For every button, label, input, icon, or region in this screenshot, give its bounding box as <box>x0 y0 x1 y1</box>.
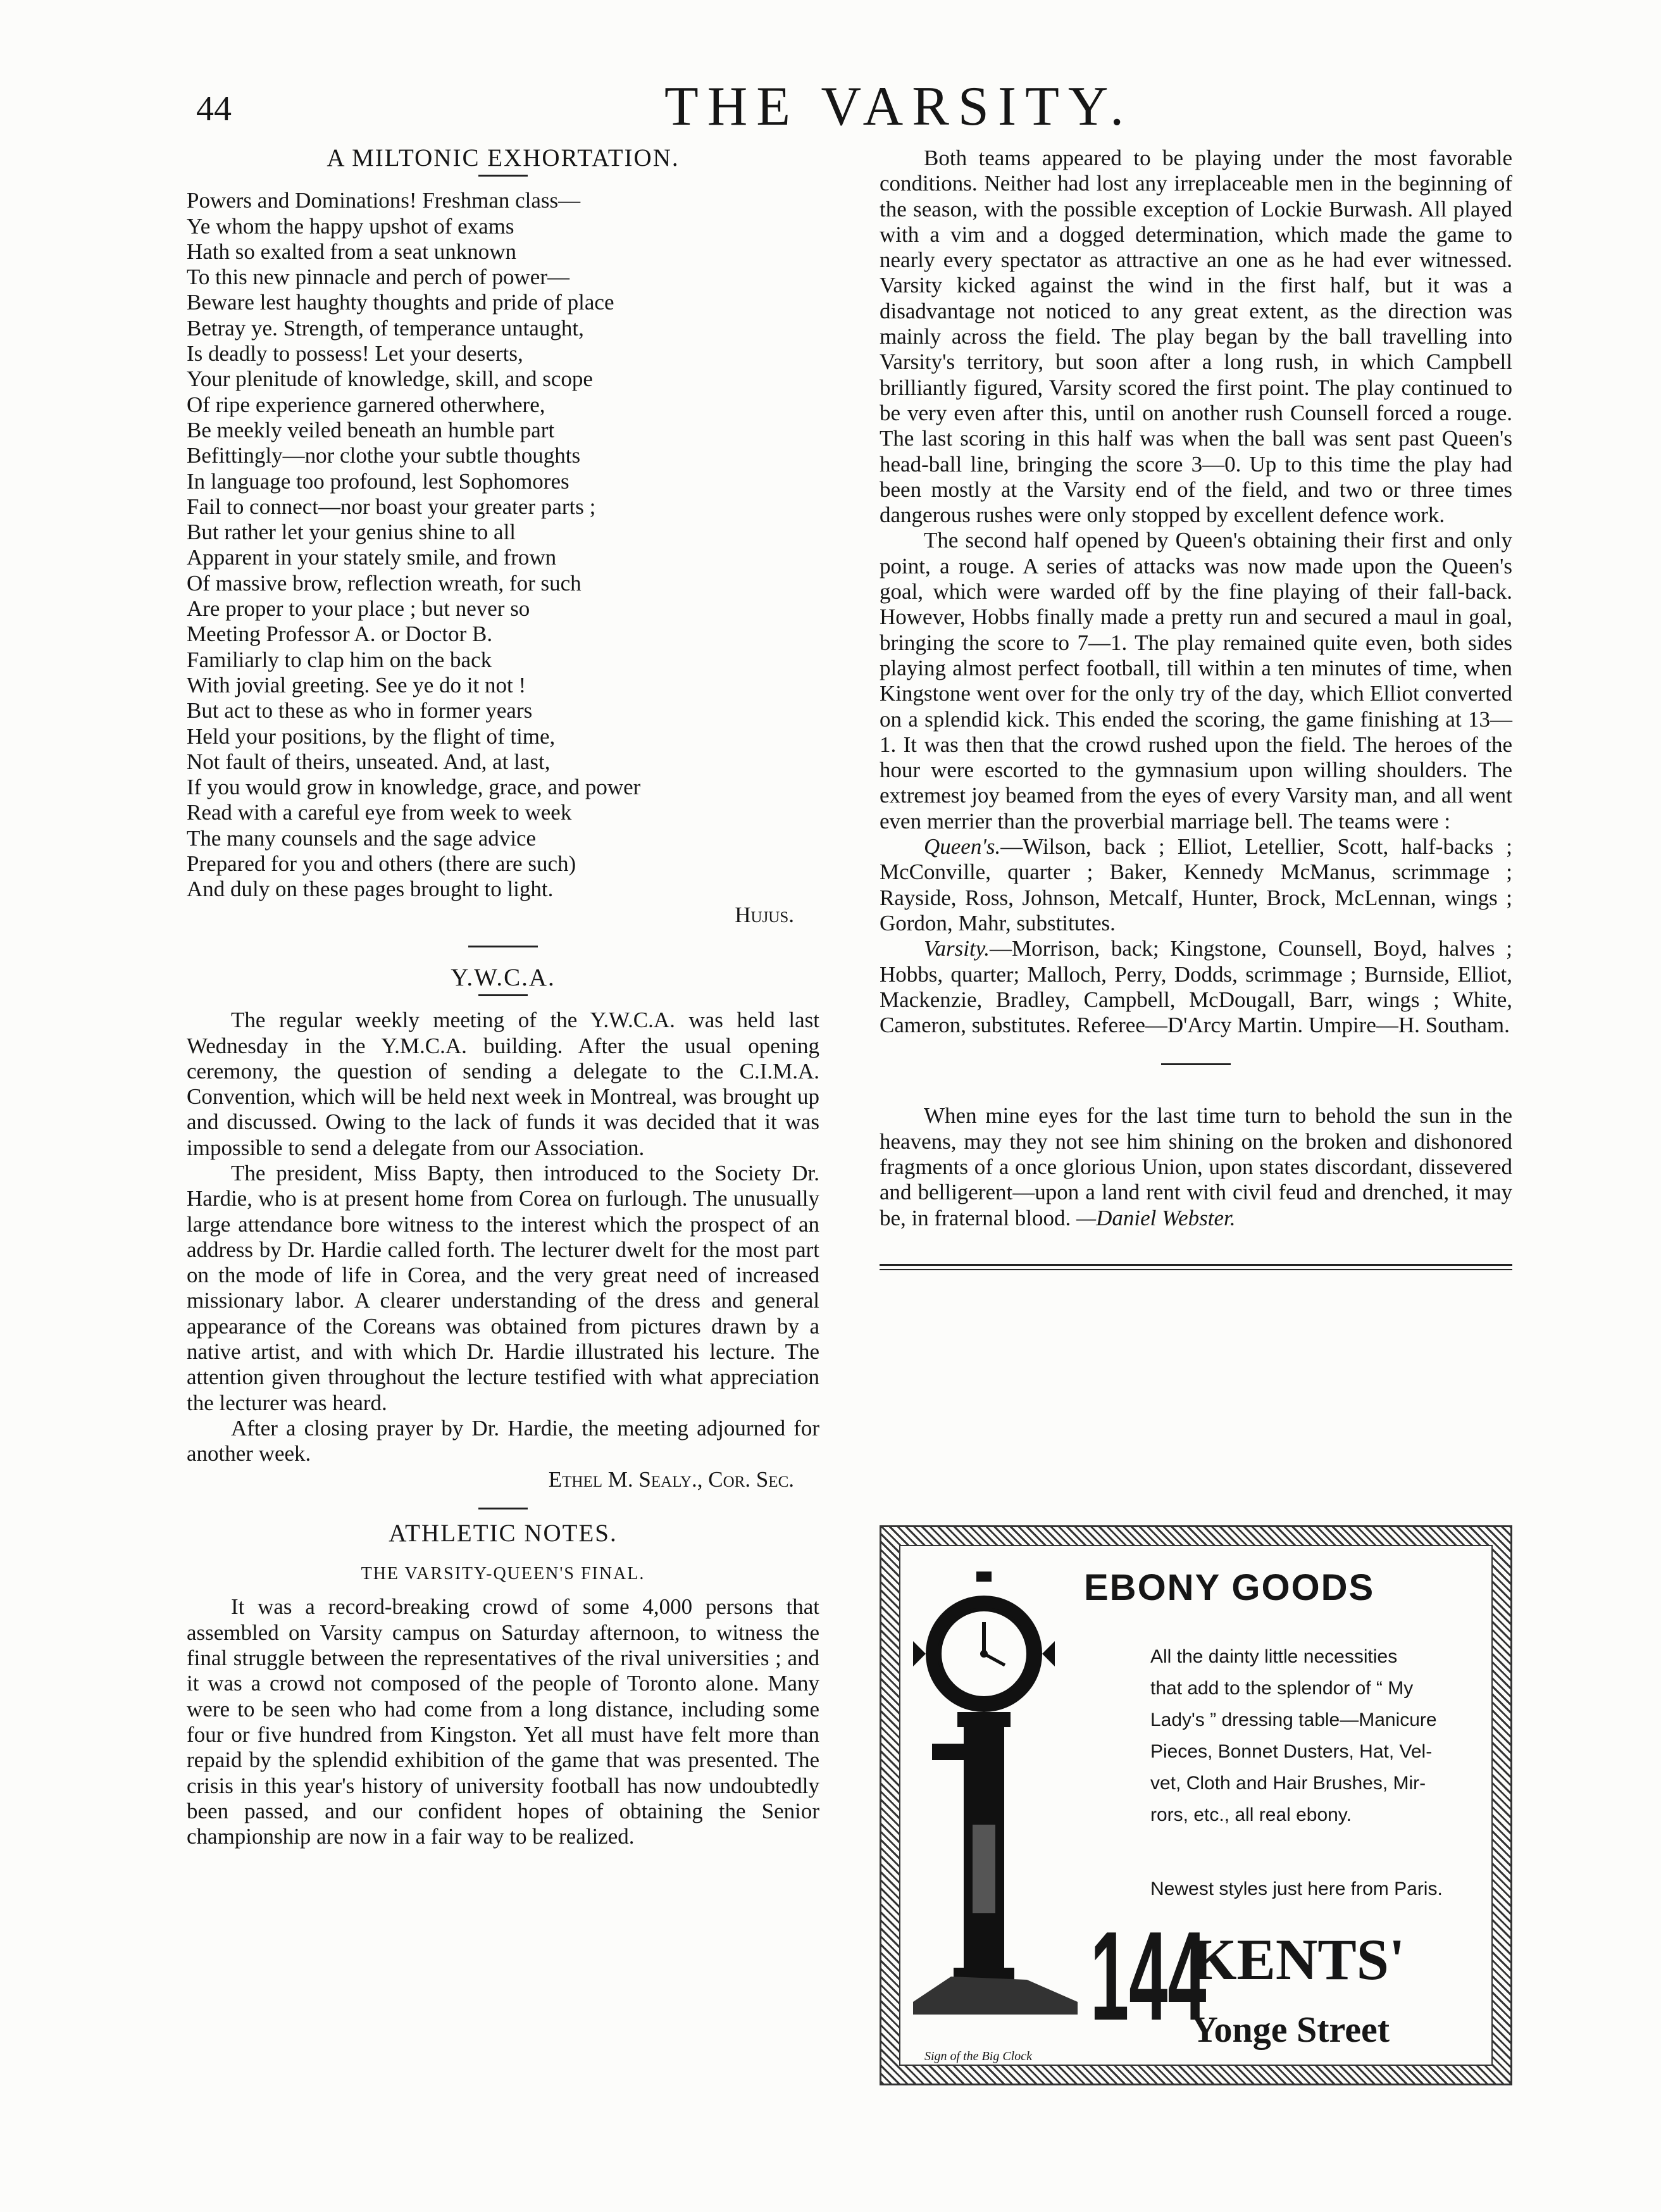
ad-line: vet, Cloth and Hair Brushes, Mir- <box>1150 1773 1426 1794</box>
athletic-title: ATHLETIC NOTES. <box>389 1519 618 1547</box>
poem-line: In language too profound, lest Sophomores <box>187 468 569 494</box>
ywca-title: Y.W.C.A. <box>451 963 556 991</box>
varsity-team <box>880 936 1512 1038</box>
quote-author: —Daniel Webster. <box>1076 1205 1236 1230</box>
divider <box>478 1508 528 1509</box>
ad-line: All the dainty little necessities <box>1150 1646 1398 1667</box>
left-column <box>187 146 819 1849</box>
poem-line: Beware lest haughty thoughts and pride of place <box>187 290 614 315</box>
ad-store-name: KENTS' <box>1191 1927 1405 1992</box>
ebony-goods-advertisement <box>880 1525 1512 2085</box>
ad-line: Lady's ” dressing table—Manicure <box>1150 1709 1437 1730</box>
miltonic-poem <box>187 188 819 902</box>
ad-line: Pieces, Bonnet Dusters, Hat, Vel- <box>1150 1741 1433 1762</box>
double-divider <box>880 1264 1512 1270</box>
poem-line: To this new pinnacle and perch of power— <box>187 265 569 290</box>
poem-line: Befittingly—nor clothe your subtle thoughts <box>187 443 581 468</box>
ad-line: that add to the splendor of “ My <box>1150 1678 1414 1699</box>
poem-line: Ye whom the happy upshot of exams <box>187 213 514 239</box>
poem-line: Are proper to your place ; but never so <box>187 596 530 622</box>
poem-line: But act to these as who in former years <box>187 698 533 723</box>
divider <box>478 994 528 996</box>
miltonic-title: A MILTONIC EXHORTATION. <box>327 144 680 172</box>
ywca-paragraph: The regular weekly meeting of the Y.W.C.A. was held last Wednesday in the Y.M.C.A. building. After the usual opening ceremony, the question of sending a delegate to the C.I.M.A. Convention, which will be held next week in Montreal, was brought up and discussed. Owing to the lack of funds it was decided that it was impossible to send a delegate from our Association. <box>187 1008 819 1160</box>
ywca-paragraph: The president, Miss Bapty, then introduced to the Society Dr. Hardie, who is at present home from Corea on furlough. The unusually large attendance bore witness to the interest which the prospect of an address by Dr. Hardie called forth. The lecturer dwelt for the most part on the mode of life in Corea, and the very great need of increased missionary labor. A clearer understanding of the dress and general appearance of the Coreans was obtained from pictures drawn by a native artist, and with which Dr. Hardie illustrated his lecture. The attention given throughout the lecture testified with what appreciation the lecturer was heard. <box>187 1160 819 1415</box>
varsity-roster: —Morrison, back; Kingstone, Counsell, Boyd, halves ; Hobbs, quarter; Malloch, Perry, Dodds, scrimmage ; Burnside, Elliot, Mackenzie, Bradley, Campbell, McDougall, Barr, wings ; White, Cameron, substitutes. Referee—D'Arcy Martin. Umpire—H. Southam. <box>880 936 1512 1038</box>
poem-line: The many counsels and the sage advice <box>187 825 537 851</box>
ad-inner-frame <box>899 1545 1493 2066</box>
poem-line: Held your positions, by the flight of time, <box>187 723 556 749</box>
athletic-paragraph: The second half opened by Queen's obtaining their first and only point, a rouge. A series of attacks was now made upon the Queen's goal, which were warded off by the fine playing of their fall-back. However, Hobbs finally made a pretty run and secured a maul in goal, bringing the score to 7—1. The play remained quite even, both sides playing almost perfect football, till within a ten minutes of time, when Kingstone went over for the only try of the day, which Elliot converted on a splendid kick. This ended the scoring, the game finishing at 13—1. It was then that the crowd rushed upon the field. The heroes of the hour were escorted to the gymnasium upon willing shoulders. The extremest joy beamed from the eyes of every Varsity man, and all went even merrier than the proverbial marriage bell. The teams were : <box>880 528 1512 834</box>
athletic-subtitle: THE VARSITY-QUEEN'S FINAL. <box>361 1564 645 1584</box>
right-column <box>880 146 1512 1285</box>
poem-line: And duly on these pages brought to light. <box>187 877 554 902</box>
divider <box>478 175 528 177</box>
poem-line: Of massive brow, reflection wreath, for such <box>187 570 582 596</box>
poem-line: Betray ye. Strength, of temperance untaught, <box>187 315 584 341</box>
queens-roster: —Wilson, back ; Elliot, Letellier, Scott, half-backs ; McConville, quarter ; Baker, Kennedy McManus, scrimmage ; Rayside, Ross, Johnson, Metcalf, Hunter, Brock, McLennan, wings ; Gordon, Mahr, substitutes. <box>880 834 1512 935</box>
poem-line: With jovial greeting. See ye do it not ! <box>187 672 526 697</box>
poem-line: Fail to connect—nor boast your greater parts ; <box>187 494 596 519</box>
athletic-paragraph: Both teams appeared to be playing under the most favorable conditions. Neither had lost any irreplaceable men in the beginning of the season, with the possible exception of Lockie Burwash. All played with a vim and a dogged determination, which made the game to nearly every spectator as attractive an one as he had ever witnessed. Varsity kicked against the wind in the first half, but it was a disadvantage not noticed to any great extent, as the direction was mainly across the field. The play began by the ball travelling into Varsity's territory, but soon after a long rush, in which Campbell brilliantly figured, Varsity scored the first point. The play continued to be very even after this, until on another rush Counsell forced a rouge. The last scoring in this half was when the ball was sent past Queen's head-ball line, bringing the score 3—0. Up to this time the play had been mostly at the Varsity end of the field, and two or three times dangerous rushes were only stopped by excellent defence work. <box>880 146 1512 528</box>
poem-line: Your plenitude of knowledge, skill, and scope <box>187 366 593 392</box>
poem-line: Of ripe experience garnered otherwhere, <box>187 392 545 417</box>
divider <box>468 946 538 947</box>
masthead: THE VARSITY. <box>664 76 1133 137</box>
ad-description <box>1150 1641 1492 1831</box>
poem-line: Powers and Dominations! Freshman class— <box>187 188 581 213</box>
ad-newest-styles: Newest styles just here from Paris. <box>1150 1878 1443 1899</box>
poem-line: If you would grow in knowledge, grace, and power <box>187 775 641 800</box>
poem-line: Read with a careful eye from week to week <box>187 800 572 825</box>
poem-line: Meeting Professor A. or Doctor B. <box>187 622 493 647</box>
poem-line: Hath so exalted from a seat unknown <box>187 239 516 264</box>
ad-line: rors, etc., all real ebony. <box>1150 1804 1352 1825</box>
poem-line: Prepared for you and others (there are such) <box>187 851 576 877</box>
big-clock-icon <box>913 1559 1084 2053</box>
poem-line: Apparent in your stately smile, and frown <box>187 545 557 570</box>
divider <box>1161 1063 1231 1065</box>
varsity-label: Varsity. <box>924 936 990 961</box>
ad-caption: Sign of the Big Clock <box>924 2049 1032 2063</box>
poem-line: Not fault of theirs, unseated. And, at last, <box>187 749 551 774</box>
poem-line: Is deadly to possess! Let your deserts, <box>187 341 523 366</box>
ad-street-number: 144 <box>1090 1906 1207 2047</box>
poem-line: But rather let your genius shine to all <box>187 520 516 545</box>
ad-title: EBONY GOODS <box>1084 1567 1375 1608</box>
webster-quote <box>880 1103 1512 1230</box>
page-number: 44 <box>196 89 232 128</box>
ywca-paragraph: After a closing prayer by Dr. Hardie, the meeting adjourned for another week. <box>187 1415 819 1466</box>
miltonic-signature: Hujus. <box>735 902 794 927</box>
ad-street-name: Yonge Street <box>1191 2009 1390 2050</box>
poem-line: Be meekly veiled beneath an humble part <box>187 417 555 442</box>
quote-text: When mine eyes for the last time turn to behold the sun in the heavens, may they not see him shining on the broken and dishonored fragments of a once glorious Union, upon states discordant, dissevered and belligerent—upon a land rent with civil feud and drenched, it may be, in fraternal blood. <box>880 1103 1512 1230</box>
queens-team <box>880 834 1512 936</box>
poem-line: Familiarly to clap him on the back <box>187 647 492 672</box>
queens-label: Queen's. <box>924 834 1001 859</box>
ywca-signature: Ethel M. Sealy., Cor. Sec. <box>548 1466 794 1492</box>
athletic-paragraph: It was a record-breaking crowd of some 4,000 persons that assembled on Varsity campus on Saturday afternoon, to witness the final struggle between the representatives of the rival universities ; and it was a crowd not composed of the people of Toronto alone. Many were to be seen who had come from a long distance, including some four or five hundred from Kingston. Yet all must have felt more than repaid by the splendid exhibition of the game that was presented. The crisis in this year's history of university football has now undoubtedly been passed, and our confident hopes of obtaining the Senior championship are now in a fair way to be realized. <box>187 1594 819 1849</box>
